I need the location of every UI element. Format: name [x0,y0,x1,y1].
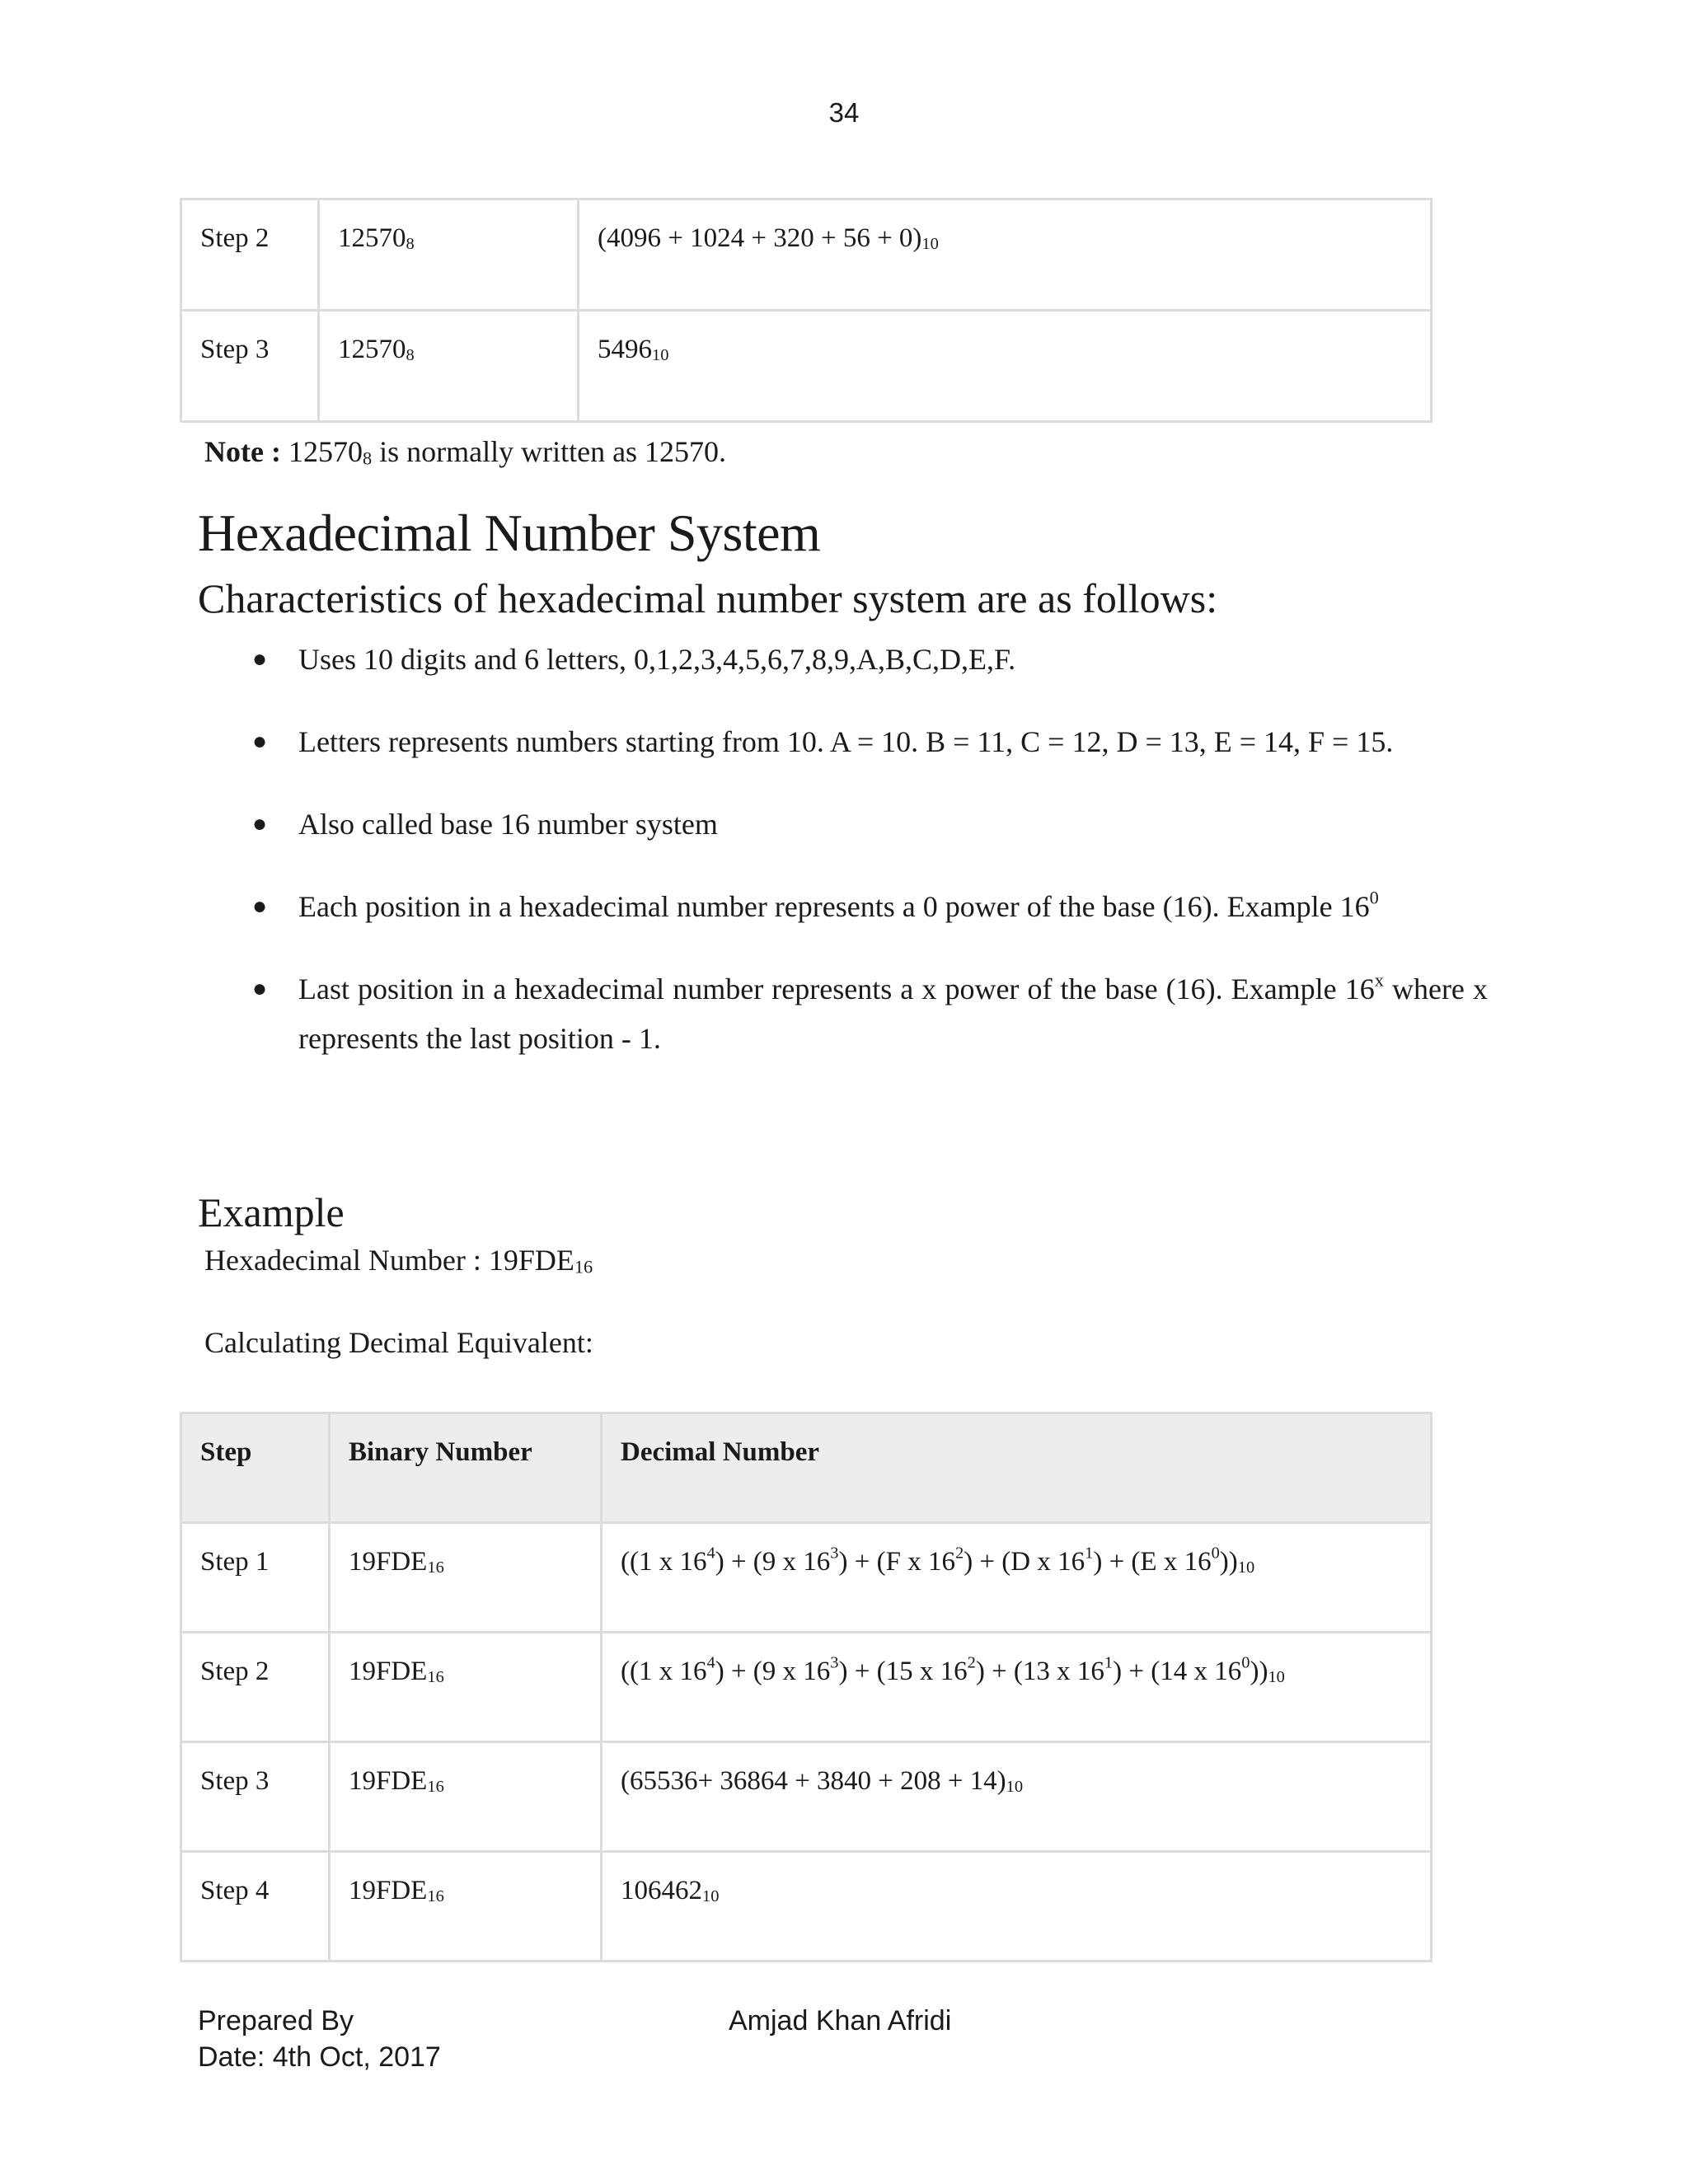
decimal-cell: ((1 x $16^4) + (9$ x $16^3) + (F$ x $16^2) + (D$ x $16^1) + (E$ x $16^0))_{10}$ [602,1523,1432,1633]
list-item: ● Last position in a hexadecimal number represents a x power of the base (16). Example 16$^x$ where x represents the last position - 1. [198,964,1488,1063]
hex-number-line: Hexadecimal Number : $19FDE_{16}$ [204,1244,593,1277]
footer-author: Amjad Khan Afridi [729,2005,952,2036]
footer-prepared-by: Prepared By [198,2005,354,2036]
hex-cell: $19FDE_{16}$ [330,1633,602,1742]
bullet-icon: ● [252,975,268,1002]
table-row [181,199,1432,311]
hex-cell: $19FDE_{16}$ [330,1852,602,1961]
step-cell: Step 4 [181,1852,330,1961]
list-item: ● Also called base 16 number system [198,799,1488,849]
column-header-step: Step [181,1413,330,1523]
calc-label: Calculating Decimal Equivalent: [204,1326,593,1359]
table-row [181,1523,1432,1633]
octal-cell: $12570_8$ [319,311,579,422]
footer-date: Date: 4th Oct, 2017 [198,2041,441,2073]
step-cell: Step 2 [181,199,319,311]
octal-cell: $12570_8$ [319,199,579,311]
section-heading: Hexadecimal Number System [198,504,821,562]
page-number: 34 [828,97,860,128]
step-cell: Step 3 [181,311,319,422]
table-row [181,1633,1432,1742]
decimal-cell: $(4096 + 1024 + 320 + 56 + 0)_{10}$ [579,199,1432,311]
bullet-icon: ● [252,728,268,755]
list-item: ● Uses 10 digits and 6 letters, 0,1,2,3,4,5,6,7,8,9,A,B,C,D,E,F. [198,635,1488,684]
step-cell: Step 2 [181,1633,330,1742]
decimal-cell: ((1 x $16^4) + (9$ x $16^3) + (15$ x $16^2) + (13$ x $16^1) + (14$ x $16^0))_{10}$ [602,1633,1432,1742]
column-header-decimal: Decimal Number [602,1413,1432,1523]
note-base: 8 [362,448,373,469]
hex-cell: $19FDE_{16}$ [330,1742,602,1852]
table-header-row [181,1413,1432,1523]
note-number: 12570 [288,435,363,468]
characteristics-list [198,635,1488,1096]
decimal-cell: $106462_{10}$ [602,1852,1432,1961]
table-row [181,1742,1432,1852]
hex-steps-table [180,1412,1432,1962]
note-text: is normally written as 12570. [372,435,727,468]
table-row [181,311,1432,422]
list-item: ● Each position in a hexadecimal number represents a 0 power of the base (16). Example $16^0$ [198,882,1488,931]
hex-cell: $19FDE_{16}$ [330,1523,602,1633]
step-cell: Step 3 [181,1742,330,1852]
column-header-binary: Binary Number [330,1413,602,1523]
example-heading: Example [198,1189,345,1235]
note-label: Note : [204,435,281,468]
decimal-cell: $5496_{10}$ [579,311,1432,422]
bullet-icon: ● [252,810,268,837]
bullet-icon: ● [252,645,268,673]
section-subheading: Characteristics of hexadecimal number system are as follows: [198,575,1218,621]
note-line [204,434,726,469]
octal-steps-table [180,198,1432,423]
table-row [181,1852,1432,1961]
decimal-cell: $(65536+ 36864 + 3840 + 208 + 14)_{10}$ [602,1742,1432,1852]
step-cell: Step 1 [181,1523,330,1633]
list-item: ● Letters represents numbers starting from 10. A = 10. B = 11, C = 12, D = 13, E = 14, F = 15. [198,717,1488,766]
bullet-icon: ● [252,893,268,920]
